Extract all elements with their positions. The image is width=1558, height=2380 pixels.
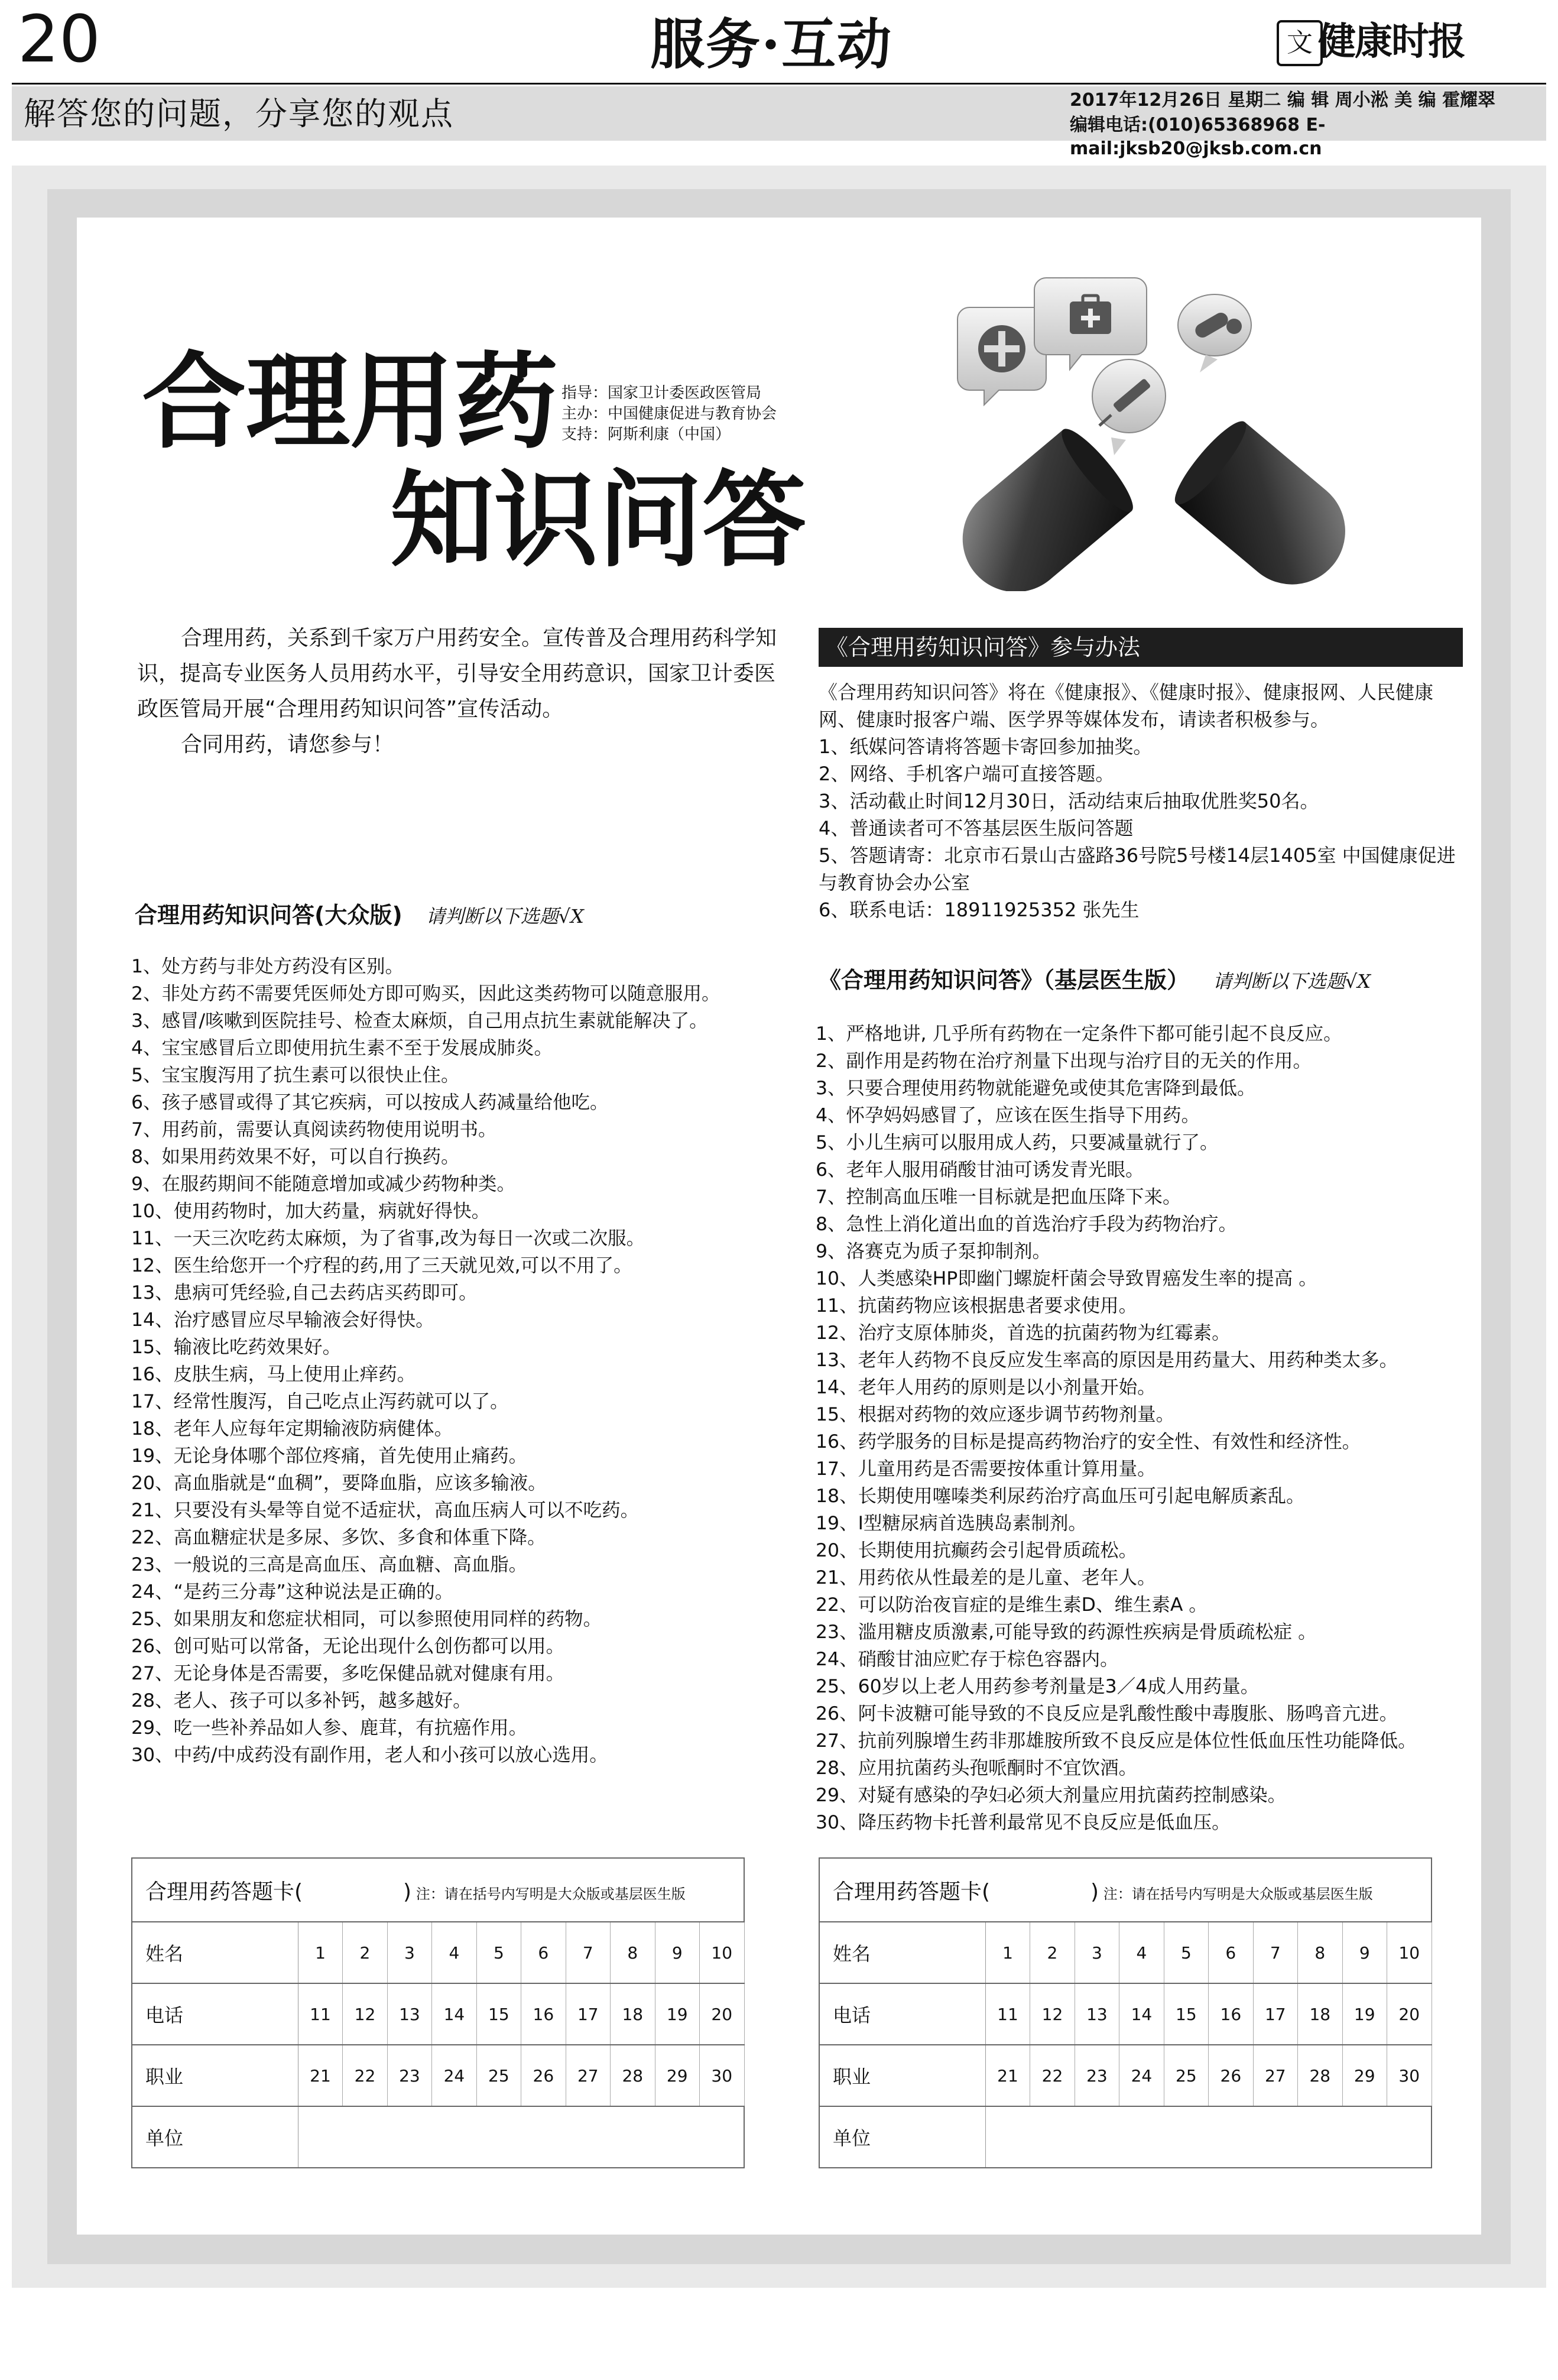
quiz-question: 21、只要没有头晕等自觉不适症状，高血压病人可以不吃药。 (131, 1500, 640, 1521)
answer-card-title: 合理用药答题卡( (833, 1879, 991, 1904)
sponsor-support: 支持：阿斯利康（中国） (561, 426, 731, 443)
quiz-question: 14、治疗感冒应尽早输液会好得快。 (131, 1309, 434, 1331)
answer-box[interactable]: 14 (1119, 1983, 1164, 2045)
answer-card-title: 合理用药答题卡( (145, 1879, 303, 1904)
answer-box[interactable]: 29 (1342, 2045, 1387, 2106)
quiz-question: 5、宝宝腹泻用了抗生素可以很快止住。 (131, 1065, 460, 1086)
answer-box[interactable]: 13 (387, 1983, 431, 2045)
answer-card-label-phone: 电话 (819, 1983, 985, 2045)
quiz-question: 11、抗菌药物应该根据患者要求使用。 (816, 1295, 1138, 1317)
header-rule (12, 83, 1546, 85)
quiz-question: 5、小儿生病可以服用成人药，只要减量就行了。 (816, 1132, 1219, 1153)
professional-quiz-heading-block (819, 964, 1371, 997)
answer-card-label-name: 姓名 (819, 1922, 985, 1983)
public-quiz-heading: 合理用药知识问答(大众版) (135, 902, 403, 928)
answer-card-label-phone: 电话 (132, 1983, 298, 2045)
answer-box[interactable]: 16 (521, 1983, 566, 2045)
answer-card-professional (819, 1857, 1432, 2168)
capsule-right-half (1166, 414, 1367, 591)
answer-box[interactable]: 24 (1119, 2045, 1164, 2106)
answer-box[interactable]: 18 (611, 1983, 655, 2045)
page-number: 20 (18, 1, 100, 77)
quiz-question: 17、经常性腹泻，自己吃点止泻药就可以了。 (131, 1391, 509, 1412)
quiz-question: 1、严格地讲, 几乎所有药物在一定条件下都可能引起不良反应。 (816, 1023, 1342, 1045)
participation-line: 2、网络、手机客户端可直接答题。 (819, 763, 1115, 785)
intro-paragraph-1: 合理用药，关系到千家万户用药安全。宣传普及合理用药科学知识，提高专业医务人员用药水平，引导安全用药意识，国家卫计委医政医管局开展“合理用药知识问答”宣传活动。 (137, 626, 777, 721)
quiz-question: 2、非处方药不需要凭医师处方即可购买，因此这类药物可以随意服用。 (131, 983, 720, 1004)
quiz-question: 18、老年人应每年定期输液防病健体。 (131, 1418, 453, 1439)
answer-box[interactable]: 19 (655, 1983, 699, 2045)
header-slogan: 解答您的问题，分享您的观点 (24, 95, 454, 132)
quiz-question: 18、长期使用噻嗪类利尿药治疗高血压可引起电解质紊乱。 (816, 1486, 1305, 1507)
answer-box[interactable]: 8 (611, 1922, 655, 1983)
answer-box[interactable]: 6 (521, 1922, 566, 1983)
quiz-question: 27、无论身体是否需要，多吃保健品就对健康有用。 (131, 1663, 565, 1684)
quiz-question: 10、人类感染HP即幽门螺旋杆菌会导致胃癌发生率的提高 。 (816, 1268, 1317, 1289)
quiz-question: 27、抗前列腺增生药非那雄胺所致不良反应是体位性低血压性功能降低。 (816, 1730, 1417, 1752)
sponsor-host: 主办：中国健康促进与教育协会 (561, 405, 777, 423)
answer-box[interactable]: 1 (298, 1922, 342, 1983)
answer-box[interactable]: 13 (1075, 1983, 1119, 2045)
answer-card-caption (819, 1858, 1432, 1922)
answer-card-label-job: 职业 (132, 2045, 298, 2106)
answer-box[interactable]: 27 (1253, 2045, 1297, 2106)
answer-box[interactable]: 27 (566, 2045, 610, 2106)
answer-box[interactable]: 5 (1164, 1922, 1208, 1983)
quiz-question: 29、吃一些补养品如人参、鹿茸，有抗癌作用。 (131, 1717, 528, 1739)
quiz-question: 9、在服药期间不能随意增加或减少药物种类。 (131, 1173, 516, 1195)
answer-box[interactable]: 10 (699, 1922, 744, 1983)
quiz-question: 7、用药前，需要认真阅读药物使用说明书。 (131, 1119, 497, 1140)
quiz-question: 22、可以防治夜盲症的是维生素D、维生素A 。 (816, 1594, 1208, 1616)
participation-line: 5、答题请寄：北京市石景山古盛路36号院5号楼14层1405室 中国健康促进与教育协会办公室 (819, 844, 1456, 894)
answer-box[interactable]: 24 (432, 2045, 476, 2106)
medical-kit-icon (1034, 278, 1147, 369)
masthead-logo-icon: 文 (1277, 20, 1323, 66)
quiz-question: 3、只要合理使用药物就能避免或使其危害降到最低。 (816, 1078, 1256, 1099)
answer-box[interactable]: 14 (432, 1983, 476, 2045)
quiz-question: 4、怀孕妈妈感冒了，应该在医生指导下用药。 (816, 1105, 1200, 1126)
answer-box[interactable]: 23 (387, 2045, 431, 2106)
answer-box[interactable]: 4 (432, 1922, 476, 1983)
quiz-question: 8、急性上消化道出血的首选治疗手段为药物治疗。 (816, 1214, 1238, 1235)
answer-box[interactable]: 4 (1119, 1922, 1164, 1983)
answer-box[interactable]: 12 (1030, 1983, 1075, 2045)
answer-box[interactable]: 28 (1298, 2045, 1342, 2106)
answer-box[interactable]: 7 (1253, 1922, 1297, 1983)
quiz-question: 3、感冒/咳嗽到医院挂号、检查太麻烦，自己用点抗生素就能解决了。 (131, 1010, 708, 1032)
answer-card-title-close: ) (1090, 1879, 1099, 1904)
quiz-question: 23、滥用糖皮质激素,可能导致的药源性疾病是骨质疏松症 。 (816, 1622, 1317, 1643)
quiz-question: 30、降压药物卡托普利最常见不良反应是低血压。 (816, 1812, 1231, 1833)
quiz-question: 2、副作用是药物在治疗剂量下出现与治疗目的无关的作用。 (816, 1050, 1312, 1072)
quiz-question: 29、对疑有感染的孕妇必须大剂量应用抗菌药控制感染。 (816, 1785, 1287, 1806)
answer-box[interactable]: 20 (1387, 1983, 1432, 2045)
answer-box[interactable]: 3 (1075, 1922, 1119, 1983)
answer-box[interactable]: 11 (298, 1983, 342, 2045)
quiz-question: 14、老年人用药的原则是以小剂量开始。 (816, 1377, 1156, 1398)
public-quiz-hint: 请判断以下选题√X (426, 905, 584, 928)
answer-box[interactable]: 15 (1164, 1983, 1208, 2045)
answer-box[interactable]: 19 (1342, 1983, 1387, 2045)
answer-card-label-job: 职业 (819, 2045, 985, 2106)
answer-box[interactable]: 23 (1075, 2045, 1119, 2106)
answer-box[interactable]: 20 (699, 1983, 744, 2045)
quiz-question: 25、60岁以上老人用药参考剂量是3／4成人用药量。 (816, 1676, 1260, 1697)
answer-box[interactable]: 25 (1164, 2045, 1208, 2106)
quiz-question: 13、患病可凭经验,自己去药店买药即可。 (131, 1282, 478, 1304)
quiz-question: 30、中药/中成药没有副作用，老人和小孩可以放心选用。 (131, 1745, 608, 1766)
quiz-question: 15、根据对药物的效应逐步调节药物剂量。 (816, 1404, 1175, 1425)
quiz-question: 6、孩子感冒或得了其它疾病，可以按成人药减量给他吃。 (131, 1092, 609, 1113)
answer-card-label-unit: 单位 (132, 2106, 298, 2168)
answer-card-caption (132, 1858, 744, 1922)
intro-paragraph-2: 合同用药，请您参与！ (181, 732, 394, 757)
answer-box[interactable]: 29 (655, 2045, 699, 2106)
participation-line: 3、活动截止时间12月30日，活动结束后抽取优胜奖50名。 (819, 790, 1319, 812)
quiz-question: 12、医生给您开一个疗程的药,用了三天就见效,可以不用了。 (131, 1255, 632, 1276)
quiz-question: 17、儿童用药是否需要按体重计算用量。 (816, 1458, 1156, 1480)
quiz-question: 20、高血脂就是“血稠”，要降血脂，应该多输液。 (131, 1473, 547, 1494)
quiz-question: 26、阿卡波糖可能导致的不良反应是乳酸性酸中毒腹胀、肠鸣音亢进。 (816, 1703, 1398, 1724)
header-date-line: 2017年12月26日 星期二 编 辑 周小淞 美 编 霍耀翠 (1070, 90, 1496, 111)
professional-quiz-heading: 《合理用药知识问答》（基层医生版） (819, 967, 1190, 993)
sponsor-guide: 指导：国家卫计委医政医管局 (561, 384, 762, 402)
quiz-question: 20、长期使用抗癫药会引起骨质疏松。 (816, 1540, 1138, 1561)
answer-box[interactable]: 26 (521, 2045, 566, 2106)
answer-box[interactable]: 3 (387, 1922, 431, 1983)
intro-text (137, 621, 787, 763)
quiz-question: 11、一天三次吃药太麻烦，为了省事,改为每日一次或二次服。 (131, 1228, 645, 1249)
answer-box[interactable]: 30 (699, 2045, 744, 2106)
medical-symbol-icon (957, 307, 1046, 405)
professional-quiz-list (816, 1020, 1472, 1836)
participation-line: 《合理用药知识问答》将在《健康报》、《健康时报》、健康报网、人民健康网、健康时报客户端、医学界等媒体发布，请读者积极参与。 (819, 681, 1434, 731)
answer-box[interactable]: 25 (476, 2045, 521, 2106)
quiz-question: 19、Ⅰ型糖尿病首选胰岛素制剂。 (816, 1513, 1087, 1534)
answer-box[interactable]: 30 (1387, 2045, 1432, 2106)
answer-card-public (131, 1857, 745, 2168)
quiz-question: 28、老人、孩子可以多补钙，越多越好。 (131, 1690, 472, 1711)
answer-box[interactable]: 28 (611, 2045, 655, 2106)
quiz-question: 15、输液比吃药效果好。 (131, 1337, 342, 1358)
answer-box[interactable]: 10 (1387, 1922, 1432, 1983)
answer-box[interactable]: 22 (343, 2045, 387, 2106)
public-quiz-heading-block (135, 899, 584, 932)
quiz-question: 25、如果朋友和您症状相同，可以参照使用同样的药物。 (131, 1609, 602, 1630)
answer-box[interactable]: 7 (566, 1922, 610, 1983)
quiz-question: 6、老年人服用硝酸甘油可诱发青光眼。 (816, 1159, 1144, 1181)
answer-card-label-name: 姓名 (132, 1922, 298, 1983)
answer-box[interactable]: 16 (1209, 1983, 1253, 2045)
pills-icon (1178, 294, 1251, 372)
answer-card-unit-field[interactable] (298, 2106, 744, 2168)
answer-box[interactable]: 22 (1030, 2045, 1075, 2106)
section-title: 服务·互动 (650, 12, 893, 76)
answer-card-unit-field[interactable] (985, 2106, 1432, 2168)
answer-box[interactable]: 8 (1298, 1922, 1342, 1983)
quiz-question: 23、一般说的三高是高血压、高血糖、高血脂。 (131, 1554, 528, 1575)
feature-title-line1: 合理用药 (142, 341, 559, 463)
answer-box[interactable]: 6 (1209, 1922, 1253, 1983)
quiz-question: 9、洛赛克为质子泵抑制剂。 (816, 1241, 1051, 1262)
answer-box[interactable]: 18 (1298, 1983, 1342, 2045)
answer-box[interactable]: 26 (1209, 2045, 1253, 2106)
quiz-question: 28、应用抗菌药头孢哌酮时不宜饮酒。 (816, 1758, 1138, 1779)
capsule-illustration (934, 260, 1371, 591)
quiz-question: 24、硝酸甘油应贮存于棕色容器内。 (816, 1649, 1119, 1670)
feature-title-line2: 知识问答 (390, 459, 807, 581)
quiz-question: 26、创可贴可以常备，无论出现什么创伤都可以用。 (131, 1636, 565, 1657)
sponsor-block (561, 383, 777, 445)
quiz-question: 22、高血糖症状是多尿、多饮、多食和体重下降。 (131, 1527, 546, 1548)
quiz-question: 10、使用药物时，加大药量，病就好得快。 (131, 1201, 491, 1222)
answer-card-note: 注：请在括号内写明是大众版或基层医生版 (411, 1885, 686, 1902)
quiz-question: 19、无论身体哪个部位疼痛，首先使用止痛药。 (131, 1445, 528, 1467)
quiz-question: 8、如果用药效果不好，可以自行换药。 (131, 1146, 460, 1168)
quiz-question: 16、皮肤生病，马上使用止痒药。 (131, 1364, 416, 1385)
answer-box[interactable]: 2 (343, 1922, 387, 1983)
participation-body (819, 679, 1463, 923)
answer-box[interactable]: 1 (985, 1922, 1030, 1983)
answer-box[interactable]: 21 (985, 2045, 1030, 2106)
quiz-question: 16、药学服务的目标是提高药物治疗的安全性、有效性和经济性。 (816, 1431, 1361, 1452)
answer-card-title-close: ) (403, 1879, 412, 1904)
masthead: 健康时报 (1318, 20, 1465, 64)
quiz-question: 1、处方药与非处方药没有区别。 (131, 956, 404, 977)
answer-box[interactable]: 11 (985, 1983, 1030, 2045)
answer-box[interactable]: 17 (566, 1983, 610, 2045)
participation-line: 1、纸媒问答请将答题卡寄回参加抽奖。 (819, 735, 1153, 758)
participation-line: 6、联系电话：18911925352 张先生 (819, 899, 1140, 921)
public-quiz-list (131, 953, 793, 1769)
answer-box[interactable]: 2 (1030, 1922, 1075, 1983)
answer-box[interactable]: 12 (343, 1983, 387, 2045)
syringe-icon (1092, 359, 1166, 455)
quiz-question: 12、治疗支原体肺炎，首选的抗菌药物为红霉素。 (816, 1322, 1231, 1344)
answer-card-note: 注：请在括号内写明是大众版或基层医生版 (1099, 1885, 1373, 1902)
quiz-question: 13、老年人药物不良反应发生率高的原因是用药量大、用药种类太多。 (816, 1350, 1398, 1371)
answer-box[interactable]: 21 (298, 2045, 342, 2106)
quiz-question: 21、用药依从性最差的是儿童、老年人。 (816, 1567, 1156, 1588)
answer-box[interactable]: 5 (476, 1922, 521, 1983)
quiz-question: 4、宝宝感冒后立即使用抗生素不至于发展成肺炎。 (131, 1037, 553, 1059)
participation-heading: 《合理用药知识问答》参与办法 (819, 628, 1463, 667)
answer-card-label-unit: 单位 (819, 2106, 985, 2168)
quiz-question: 24、“是药三分毒”这种说法是正确的。 (131, 1581, 454, 1603)
header-contact-line: 编辑电话:(010)65368968 E-mail:jksb20@jksb.com.cn (1070, 115, 1326, 159)
quiz-question: 7、控制高血压唯一目标就是把血压降下来。 (816, 1186, 1182, 1208)
professional-quiz-hint: 请判断以下选题√X (1213, 970, 1371, 993)
answer-box[interactable]: 15 (476, 1983, 521, 2045)
participation-line: 4、普通读者可不答基层医生版问答题 (819, 817, 1134, 839)
answer-box[interactable]: 17 (1253, 1983, 1297, 2045)
answer-box[interactable]: 9 (655, 1922, 699, 1983)
answer-box[interactable]: 9 (1342, 1922, 1387, 1983)
capsule-left-half (941, 421, 1141, 591)
